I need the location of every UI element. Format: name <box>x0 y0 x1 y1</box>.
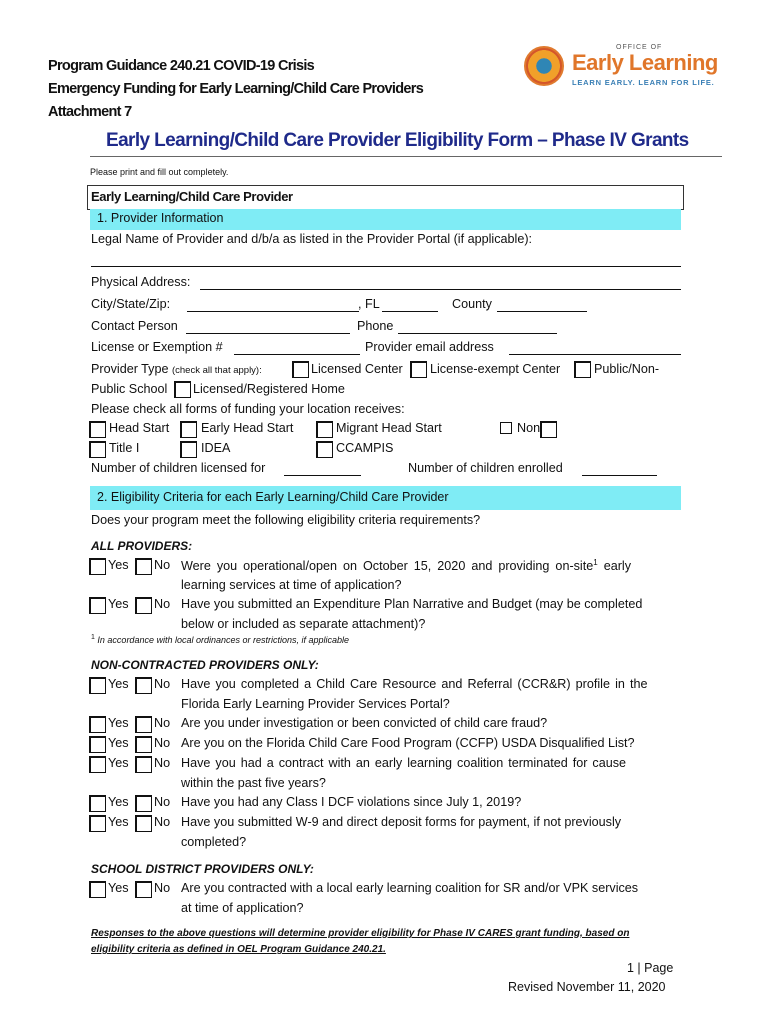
license-field[interactable] <box>234 354 360 355</box>
logo-brand-text: Early Learning <box>572 50 718 75</box>
revised-date: Revised November 11, 2020 <box>508 980 666 994</box>
q4-no-checkbox[interactable] <box>135 716 152 733</box>
yes-label: Yes <box>108 677 129 691</box>
contact-person-label: Contact Person <box>91 319 178 333</box>
license-exempt-checkbox[interactable] <box>410 361 427 378</box>
q3-text: Have you completed a Child Care Resource and Referral (CCR&R) profile in the <box>181 677 648 691</box>
email-field[interactable] <box>509 354 681 355</box>
idea-checkbox[interactable] <box>180 441 197 458</box>
no-label: No <box>154 736 171 750</box>
county-field[interactable] <box>497 311 587 312</box>
attachment-label: Attachment 7 <box>48 104 132 120</box>
school-district-heading: SCHOOL DISTRICT PROVIDERS ONLY: <box>91 862 314 876</box>
responses-note-cont: eligibility criteria as defined in OEL Program Guidance 240.21. <box>91 944 386 955</box>
q7-yes-checkbox[interactable] <box>89 795 106 812</box>
idea-label: IDEA <box>201 441 231 455</box>
q5-no-checkbox[interactable] <box>135 736 152 753</box>
head-start-label: Head Start <box>109 421 170 435</box>
legal-name-field[interactable] <box>91 266 681 267</box>
no-label: No <box>154 716 171 730</box>
q3-text-cont: Florida Early Learning Provider Services Portal? <box>181 697 450 711</box>
children-enrolled-label: Number of children enrolled <box>408 461 563 475</box>
state-fl-label: , FL <box>358 297 380 311</box>
public-non-label: Public/Non- <box>594 362 660 376</box>
form-title: Early Learning/Child Care Provider Eligibility Form – Phase IV Grants <box>106 130 689 151</box>
licensed-home-label: Licensed/Registered Home <box>193 382 345 396</box>
logo-tagline: LEARN EARLY. LEARN FOR LIFE. <box>572 78 715 87</box>
yes-label: Yes <box>108 795 129 809</box>
q8-text-cont: completed? <box>181 835 247 849</box>
no-label: No <box>154 677 171 691</box>
q8-yes-checkbox[interactable] <box>89 815 106 832</box>
all-providers-heading: ALL PROVIDERS: <box>91 539 193 553</box>
q9-text: Are you contracted with a local early learning coalition for SR and/or VPK services <box>181 881 639 895</box>
q5-yes-checkbox[interactable] <box>89 736 106 753</box>
title-divider <box>90 156 722 157</box>
section-2-header <box>90 486 681 510</box>
q2-yes-checkbox[interactable] <box>89 597 106 614</box>
q2-no-checkbox[interactable] <box>135 597 152 614</box>
q9-no-checkbox[interactable] <box>135 881 152 898</box>
no-label: No <box>154 597 171 611</box>
yes-label: Yes <box>108 815 129 829</box>
children-licensed-field[interactable] <box>284 475 361 476</box>
zip-field[interactable] <box>382 311 438 312</box>
yes-label: Yes <box>108 756 129 770</box>
ccampis-checkbox[interactable] <box>316 441 333 458</box>
logo-office-text: OFFICE OF <box>616 44 663 51</box>
children-licensed-label: Number of children licensed for <box>91 461 266 475</box>
physical-address-label: Physical Address: <box>91 275 191 289</box>
footnote: $^1$ In accordance with local ordinances or restrictions, if applicable <box>91 634 350 645</box>
funding-prompt: Please check all forms of funding your location receives: <box>91 402 405 416</box>
licensed-center-checkbox[interactable] <box>292 361 309 378</box>
contact-person-field[interactable] <box>186 333 350 334</box>
q8-no-checkbox[interactable] <box>135 815 152 832</box>
section-1-title: 1. Provider Information <box>97 211 224 225</box>
yes-label: Yes <box>108 558 129 572</box>
non-contracted-heading: NON-CONTRACTED PROVIDERS ONLY: <box>91 658 319 672</box>
early-head-start-checkbox[interactable] <box>180 421 197 438</box>
license-label: License or Exemption # <box>91 340 223 354</box>
florida-seal-icon <box>524 46 564 86</box>
q4-yes-checkbox[interactable] <box>89 716 106 733</box>
responses-note: Responses to the above questions will determine provider eligibility for Phase IV CARES grant funding, based on <box>91 928 630 939</box>
q2-text-cont: below or included as separate attachment)? <box>181 617 426 631</box>
q6-text: Have you had a contract with an early learning coalition terminated for cause <box>181 756 627 770</box>
instructions: Please print and fill out completely. <box>90 167 229 177</box>
q9-text-cont: at time of application? <box>181 901 304 915</box>
yes-label: Yes <box>108 597 129 611</box>
q6-no-checkbox[interactable] <box>135 756 152 773</box>
section-1-header <box>90 209 681 230</box>
physical-address-field[interactable] <box>200 289 681 290</box>
head-start-checkbox[interactable] <box>89 421 106 438</box>
criteria-prompt: Does your program meet the following eligibility criteria requirements? <box>91 513 481 527</box>
early-head-start-label: Early Head Start <box>201 421 294 435</box>
q1-yes-checkbox[interactable] <box>89 558 106 575</box>
section-2-title: 2. Eligibility Criteria for each Early Learning/Child Care Provider <box>97 490 449 504</box>
guidance-subtitle: Emergency Funding for Early Learning/Child Care Providers <box>48 81 424 97</box>
migrant-head-start-label: Migrant Head Start <box>336 421 442 435</box>
q7-text: Have you had any Class I DCF violations since July 1, 2019? <box>181 795 522 809</box>
q1-text-cont: learning services at time of application? <box>181 578 402 592</box>
oel-logo <box>524 44 724 94</box>
q8-text: Have you submitted W-9 and direct deposit forms for payment, if not previously <box>181 815 622 829</box>
county-label: County <box>452 297 492 311</box>
public-school-label: Public School <box>91 382 168 396</box>
no-label: No <box>154 815 171 829</box>
q6-text-cont: within the past five years? <box>181 776 326 790</box>
q6-yes-checkbox[interactable] <box>89 756 106 773</box>
title-i-checkbox[interactable] <box>89 441 106 458</box>
none-box-checkbox[interactable] <box>540 421 557 438</box>
children-enrolled-field[interactable] <box>582 475 657 476</box>
yes-label: Yes <box>108 736 129 750</box>
guidance-title: Program Guidance 240.21 COVID-19 Crisis <box>48 58 315 74</box>
licensed-home-checkbox[interactable] <box>174 381 191 398</box>
provider-box-title: Early Learning/Child Care Provider <box>91 189 293 204</box>
yes-label: Yes <box>108 716 129 730</box>
legal-name-label: Legal Name of Provider and d/b/a as listed in the Provider Portal (if applicable): <box>91 232 533 246</box>
none-label: Non <box>517 421 541 435</box>
q3-no-checkbox[interactable] <box>135 677 152 694</box>
no-label: No <box>154 795 171 809</box>
migrant-head-start-checkbox[interactable] <box>316 421 333 438</box>
phone-field[interactable] <box>398 333 557 334</box>
q2-text: Have you submitted an Expenditure Plan Narrative and Budget (may be completed <box>181 597 643 611</box>
license-exempt-label: License-exempt Center <box>430 362 561 376</box>
phone-label: Phone <box>357 319 394 333</box>
no-label: No <box>154 756 171 770</box>
city-field[interactable] <box>187 311 359 312</box>
q5-text: Are you on the Florida Child Care Food Program (CCFP) USDA Disqualified List? <box>181 736 635 750</box>
q3-yes-checkbox[interactable] <box>89 677 106 694</box>
licensed-center-label: Licensed Center <box>311 362 403 376</box>
yes-label: Yes <box>108 881 129 895</box>
ccampis-label: CCAMPIS <box>336 441 394 455</box>
q9-yes-checkbox[interactable] <box>89 881 106 898</box>
public-nonpublic-checkbox[interactable] <box>574 361 591 378</box>
none-checkbox[interactable] <box>500 422 512 434</box>
no-label: No <box>154 881 171 895</box>
provider-type-label: Provider Type (check all that apply): <box>91 362 262 376</box>
page-number: 1 | Page <box>627 961 674 975</box>
q4-text: Are you under investigation or been convicted of child care fraud? <box>181 716 548 730</box>
no-label: No <box>154 558 171 572</box>
email-label: Provider email address <box>365 340 494 354</box>
q1-no-checkbox[interactable] <box>135 558 152 575</box>
city-state-zip-label: City/State/Zip: <box>91 297 171 311</box>
q7-no-checkbox[interactable] <box>135 795 152 812</box>
title-i-label: Title I <box>109 441 140 455</box>
q1-text: Were you operational/open on October 15, 2020 and providing on-site$^1$ early <box>181 558 631 574</box>
